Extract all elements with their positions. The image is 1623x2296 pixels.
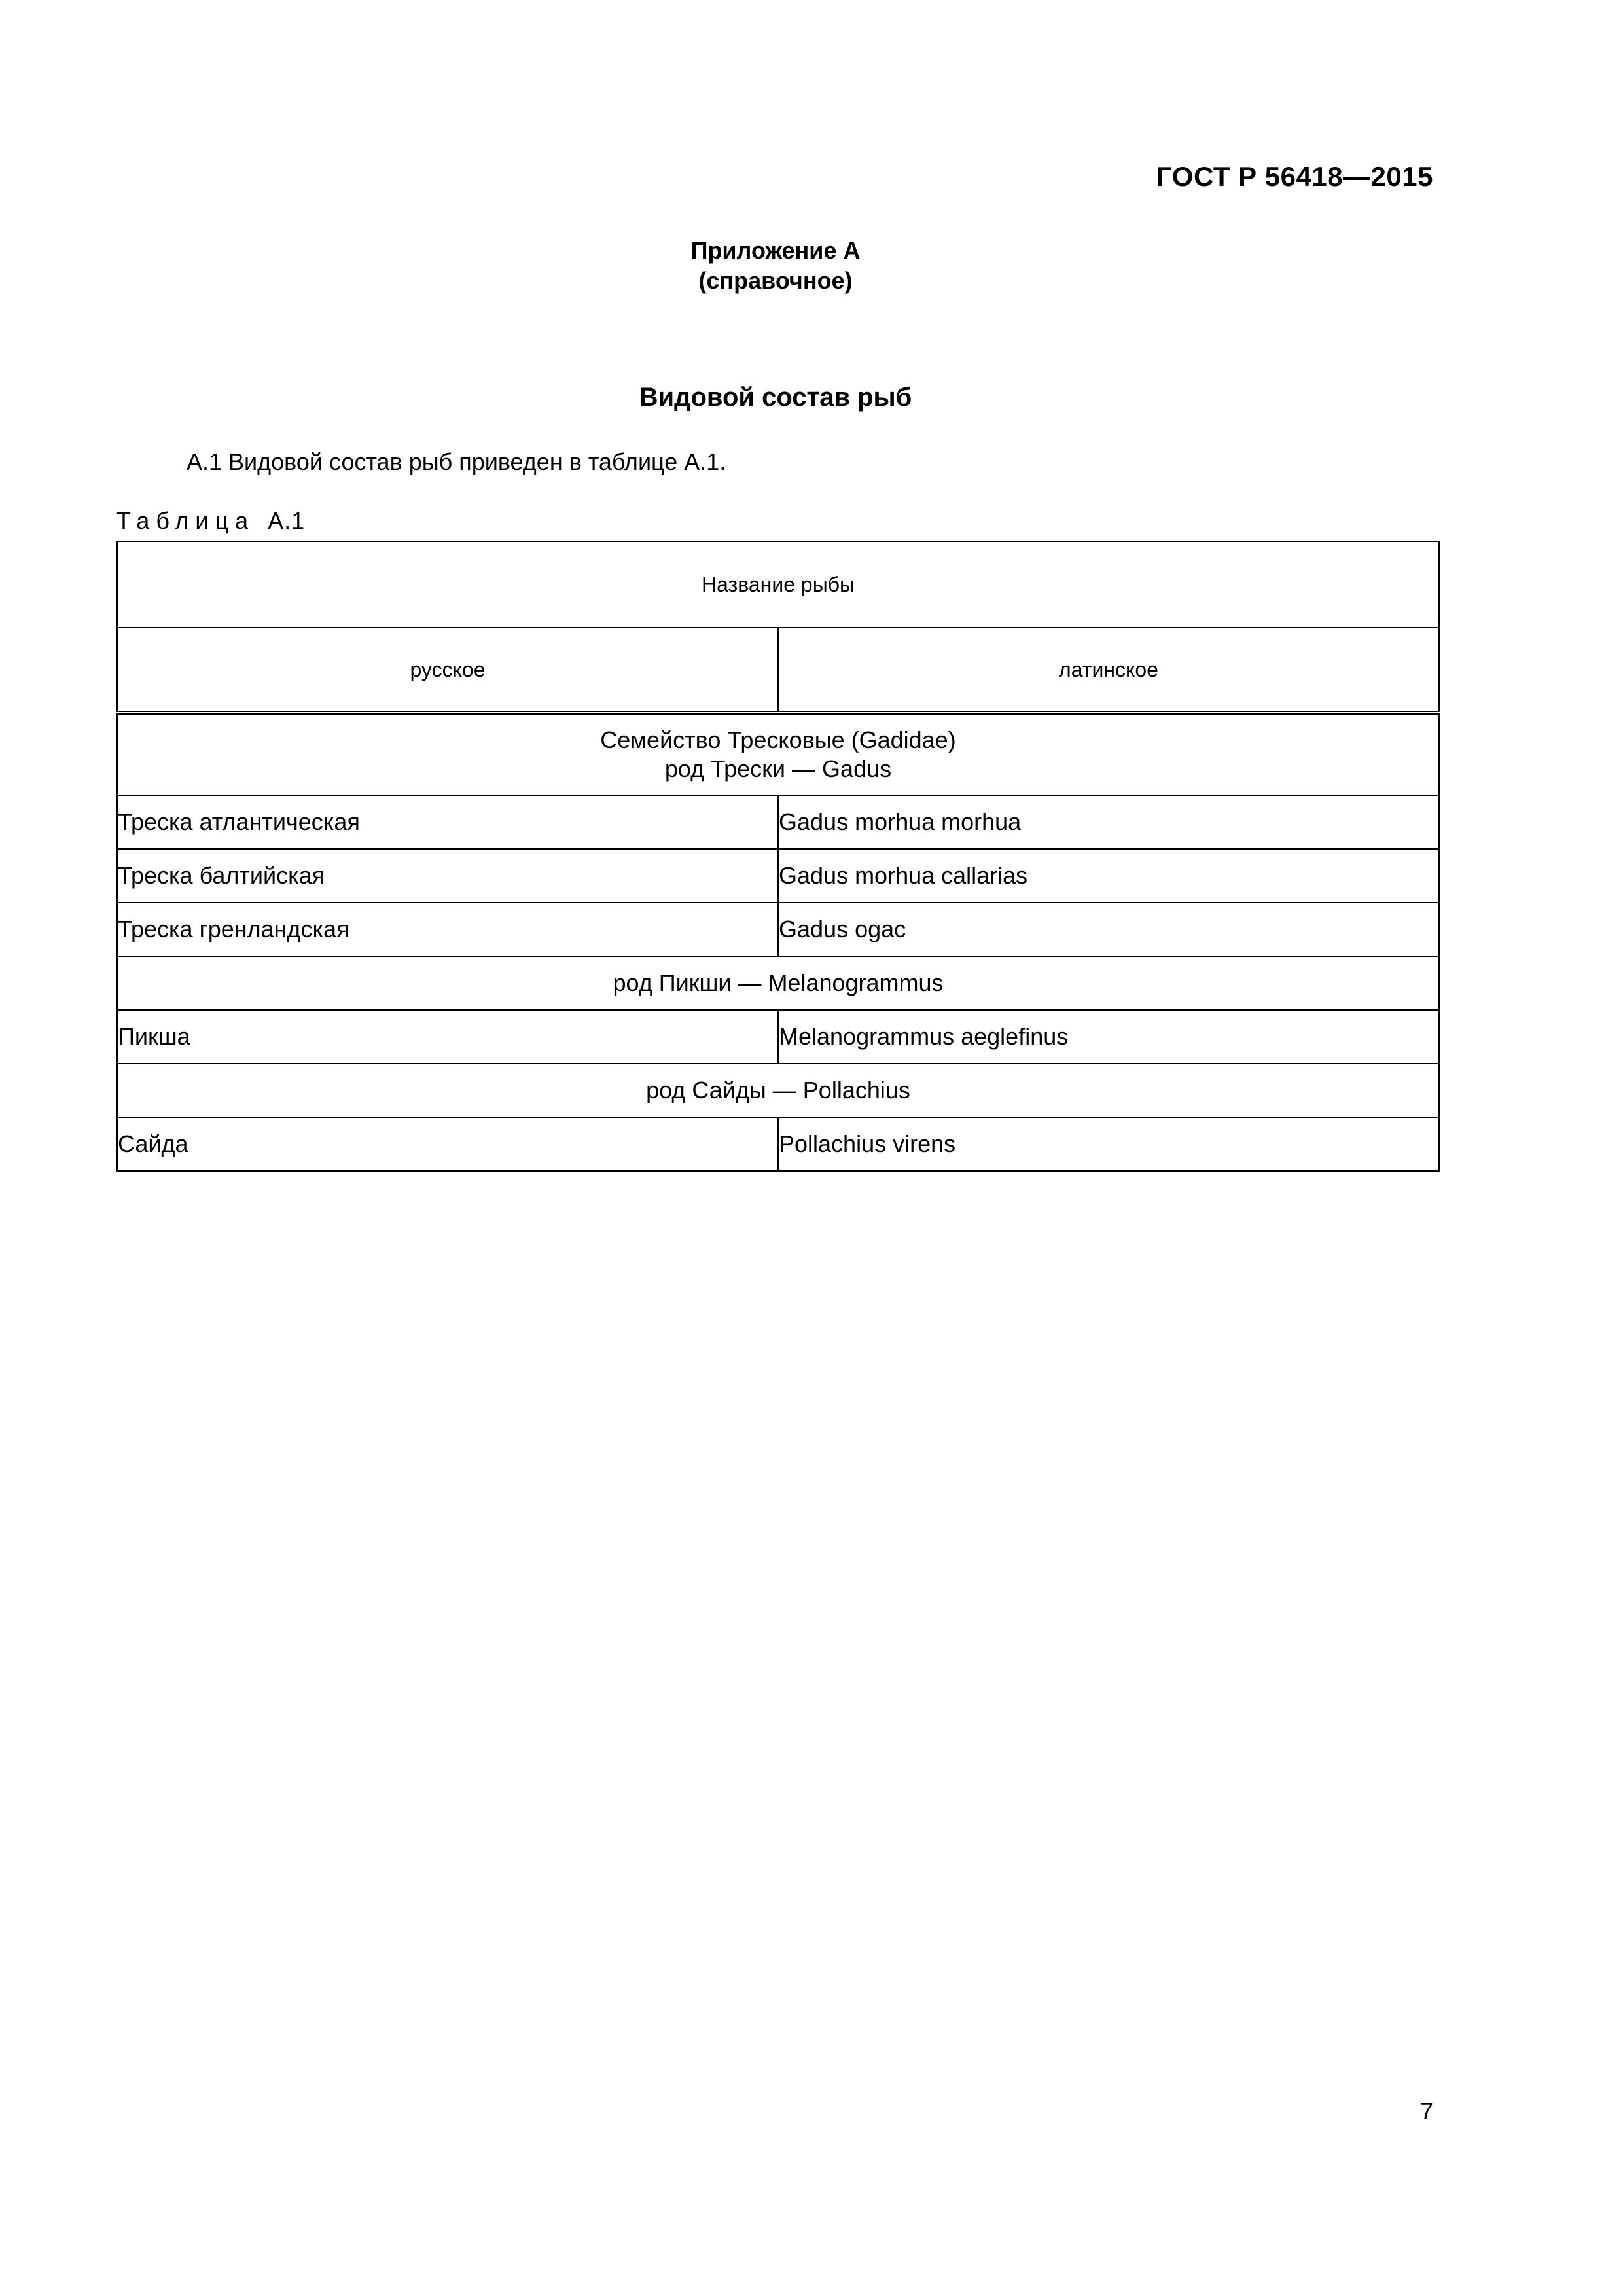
genus-row (117, 956, 1439, 1010)
intro-paragraph: А.1 Видовой состав рыб приведен в таблице А.1. (187, 448, 726, 475)
latin-name-cell: Gadus ogac (778, 903, 1439, 956)
header-fish-name: Название рыбы (117, 541, 1439, 628)
table-row (117, 1010, 1439, 1064)
latin-name-cell: Melanogrammus aeglefinus (778, 1010, 1439, 1064)
page-number: 7 (1419, 2098, 1433, 2125)
table-caption (116, 507, 305, 535)
table-caption-number: А.1 (268, 507, 306, 534)
appendix-subtitle: (справочное) (698, 267, 853, 294)
table-header-row (117, 541, 1439, 628)
russian-name-cell: Пикша (117, 1010, 778, 1064)
table-row (117, 903, 1439, 956)
table-caption-label: Таблица (116, 507, 255, 534)
table-row (117, 795, 1439, 849)
latin-name-cell: Gadus morhua callarias (778, 849, 1439, 903)
fish-species-table (116, 541, 1440, 1172)
latin-name-cell: Pollachius virens (778, 1117, 1439, 1171)
table-subheader-row (117, 628, 1439, 713)
genus-cell: род Сайды — Pollachius (117, 1064, 1439, 1117)
genus-row (117, 1064, 1439, 1117)
russian-name-cell: Треска атлантическая (117, 795, 778, 849)
family-row (117, 713, 1439, 795)
russian-name-cell: Сайда (117, 1117, 778, 1171)
table-row (117, 1117, 1439, 1171)
header-latin: латинское (778, 628, 1439, 713)
latin-name-cell: Gadus morhua morhua (778, 795, 1439, 849)
russian-name-cell: Треска гренландская (117, 903, 778, 956)
section-title: Видовой состав рыб (639, 383, 912, 412)
genus-name: род Трески — Gadus (664, 755, 892, 782)
document-number: ГОСТ Р 56418—2015 (1156, 161, 1433, 192)
russian-name-cell: Треска балтийская (117, 849, 778, 903)
genus-cell: род Пикши — Melanogrammus (117, 956, 1439, 1010)
appendix-heading (0, 236, 1551, 296)
header-russian: русское (117, 628, 778, 713)
table-row (117, 849, 1439, 903)
family-name: Семейство Тресковые (Gadidae) (600, 726, 956, 753)
family-cell (117, 713, 1439, 795)
appendix-title: Приложение А (690, 237, 861, 264)
